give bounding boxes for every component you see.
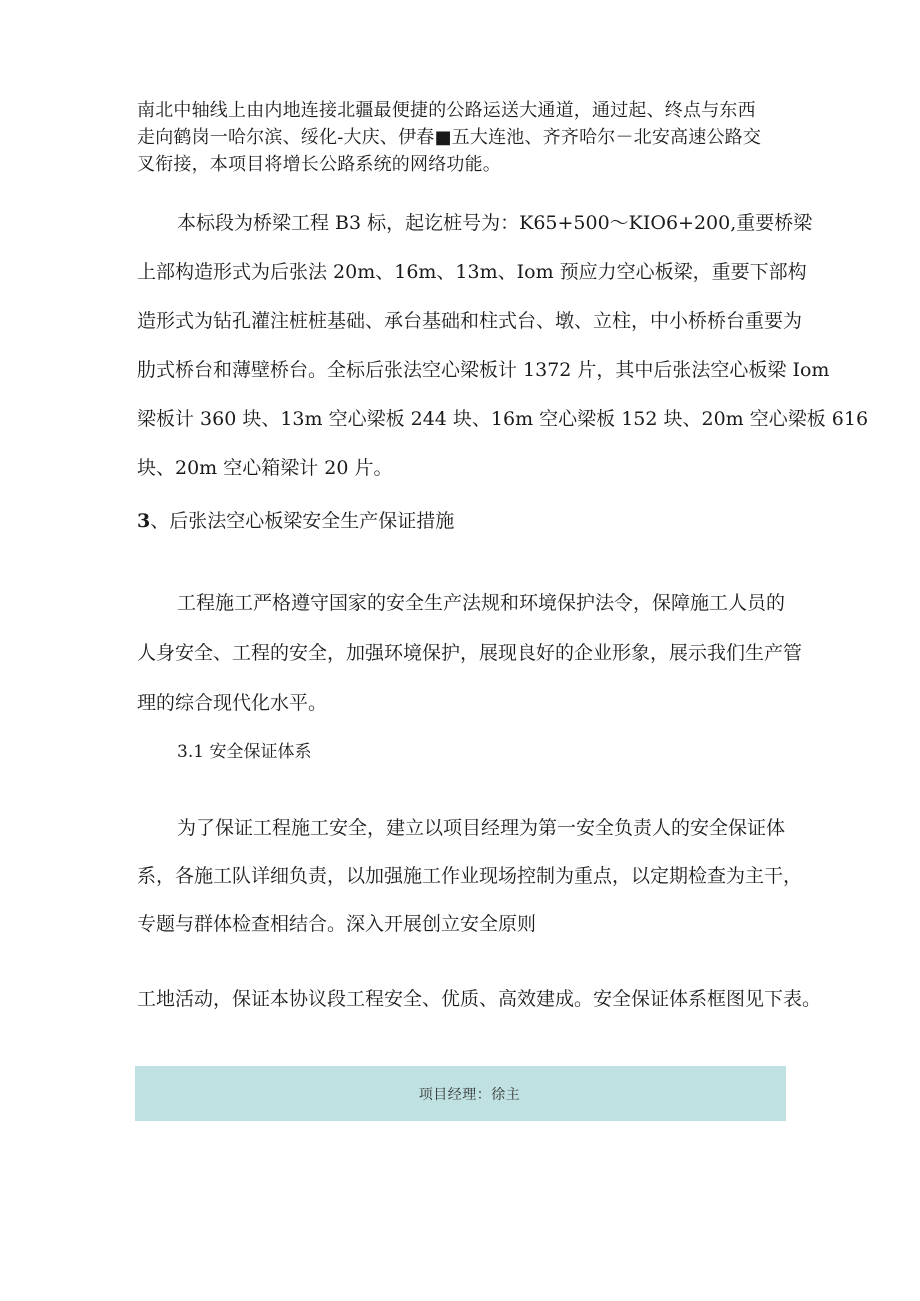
safety-line-2: 人身安全、工程的安全，加强环境保护，展现良好的企业形象，展示我们生产管 (137, 642, 803, 664)
overview-line-6: 块、20m 空心箱梁计 20 片。 (137, 457, 393, 479)
section-3-title: 、后张法空心板梁安全生产保证措施 (150, 510, 455, 532)
system-line-2: 系，各施工队详细负责，以加强施工作业现场控制为重点，以定期检查为主干， (137, 865, 803, 887)
intro-line-2: 走向鹤岗一哈尔滨、绥化-大庆、伊春■五大连池、齐齐哈尔－北安高速公路交 (137, 127, 762, 148)
project-manager-box (135, 1066, 786, 1121)
system-paragraph (137, 804, 801, 948)
overview-line-2: 上部构造形式为后张法 20m、16m、13m、Iom 预应力空心板梁，重要下部构 (137, 261, 807, 283)
section-3-1-heading: 3.1 安全保证体系 (177, 742, 312, 762)
safety-line-3: 理的综合现代化水平。 (137, 692, 328, 714)
overview-paragraph (137, 199, 869, 493)
intro-line-3: 叉衔接，本项目将增长公路系统的网络功能。 (137, 154, 501, 175)
project-manager-label: 项目经理：徐主 (418, 1086, 521, 1103)
section-3-heading (137, 506, 454, 536)
safety-line-1: 工程施工严格遵守国家的安全生产法规和环境保护法令，保障施工人员的 (177, 592, 786, 614)
overview-line-4: 肋式桥台和薄壁桥台。全标后张法空心梁板计 1372 片，其中后张法空心板梁 Iom (137, 359, 830, 381)
section-3-number: 3 (137, 510, 151, 532)
intro-line-1: 南北中轴线上由内地连接北疆最便捷的公路运送大通道，通过起、终点与东西 (137, 100, 756, 121)
closing-line: 工地活动，保证本协议段工程安全、优质、高效建成。安全保证体系框图见下表。 (137, 988, 822, 1010)
intro-paragraph (137, 97, 797, 178)
overview-line-1: 本标段为桥梁工程 B3 标，起讫桩号为：K65+500～KIO6+200,重要桥梁 (177, 212, 813, 234)
overview-line-3: 造形式为钻孔灌注桩桩基础、承台基础和柱式台、墩、立柱，中小桥桥台重要为 (137, 310, 803, 332)
system-line-3: 专题与群体检查相结合。深入开展创立安全原则 (137, 913, 537, 935)
safety-paragraph (137, 578, 801, 728)
overview-line-5: 梁板计 360 块、13m 空心梁板 244 块、16m 空心梁板 152 块、20m 空心梁板 616 (137, 408, 869, 430)
system-line-1: 为了保证工程施工安全，建立以项目经理为第一安全负责人的安全保证体 (177, 817, 786, 839)
